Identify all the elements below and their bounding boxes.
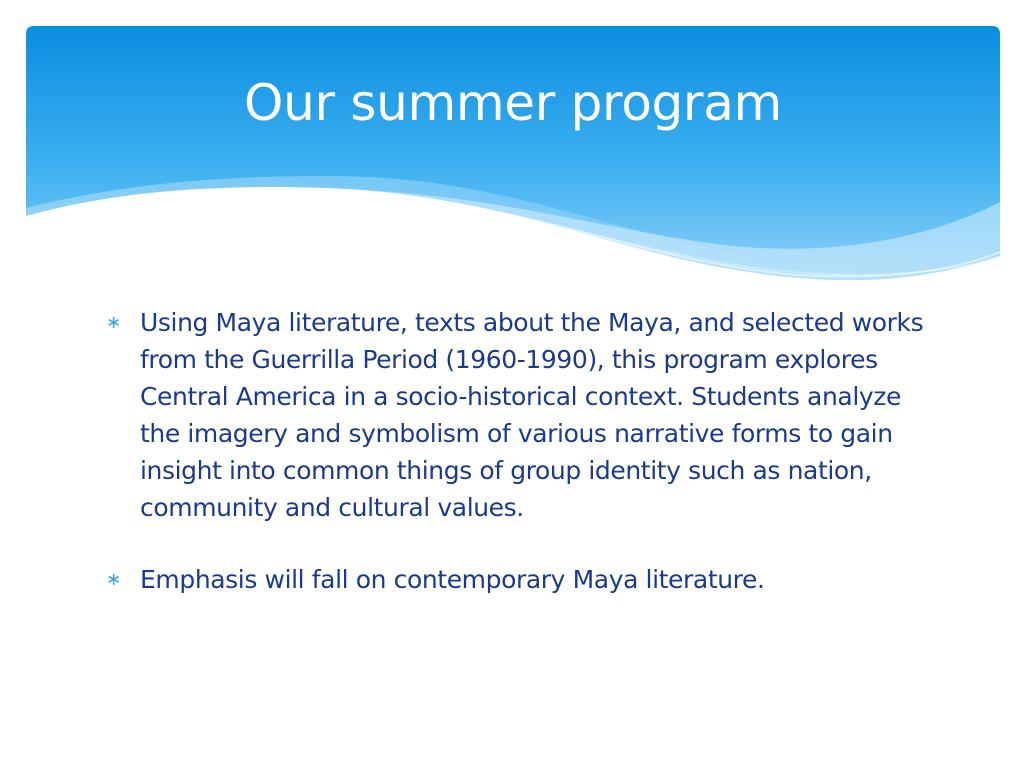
asterisk-bullet-icon: ∗	[106, 569, 121, 590]
slide-title: Our summer program	[244, 74, 782, 132]
bullet-item	[106, 304, 926, 526]
bullet-text: Using Maya literature, texts about the Maya, and selected works from the Guerrilla Period (1960-1990), this program explores Central America in a socio-historical context. Students analyze the imagery and symbolism of various narrative forms to gain insight into common things of group identity such as nation, community and cultural values.	[140, 308, 924, 522]
wave-graphic	[26, 26, 1000, 286]
bullet-item	[106, 561, 926, 598]
bullet-list	[106, 304, 926, 598]
asterisk-bullet-icon: ∗	[106, 312, 121, 333]
header-wave-background	[26, 26, 1000, 286]
bullet-text: Emphasis will fall on contemporary Maya literature.	[140, 565, 765, 594]
